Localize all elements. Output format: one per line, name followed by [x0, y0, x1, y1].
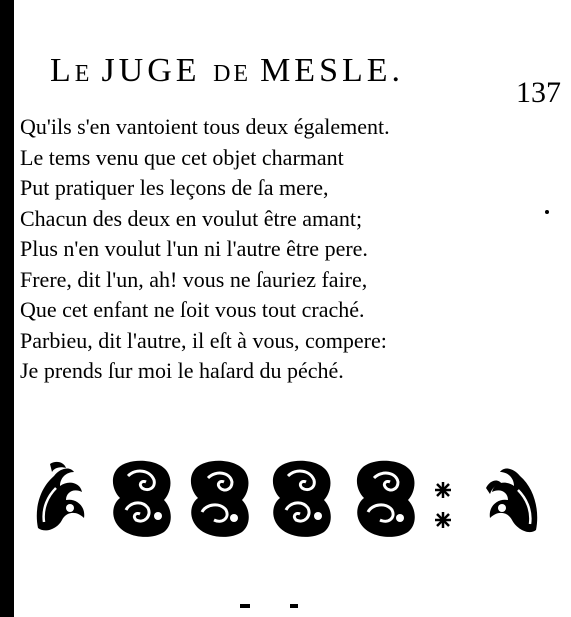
verse-line: Chacun des deux en voulut être amant; — [20, 205, 363, 231]
next-page-fragment — [290, 604, 298, 608]
title-part-le: E — [74, 61, 102, 87]
fleuron-scroll-icon — [268, 458, 336, 538]
verse-line: Frere, dit l'un, ah! vous ne ſauriez faire, — [20, 266, 368, 292]
next-page-fragment — [240, 604, 250, 608]
verse-line: Que cet enfant ne ſoit vous tout craché. — [20, 297, 365, 322]
verse-line: Qu'ils s'en vantoient tous deux également. — [20, 114, 390, 139]
running-head — [50, 52, 490, 102]
verse-line: Put pratiquer les leçons de ſa mere, — [20, 175, 329, 200]
title-part-l: L — [50, 52, 75, 89]
verse-line: Le tems venu que cet objet charmant — [20, 144, 344, 170]
ink-speck — [545, 210, 549, 214]
verse-block — [20, 112, 560, 387]
verse-line: Je prends ſur moi le haſard du péché. — [20, 358, 344, 383]
page-edge-shadow — [0, 0, 14, 617]
asterisk-pair-icon — [428, 458, 458, 538]
title-part-juge: JUGE — [101, 52, 214, 89]
fleuron-band — [30, 458, 560, 558]
title-part-de: DE — [213, 61, 261, 87]
fleuron-scroll-icon — [352, 458, 420, 538]
fleuron-leaf-right-icon — [478, 458, 544, 538]
verse-line: Parbieu, dit l'autre, il eſt à vous, compere: — [20, 327, 387, 353]
fleuron-leaf-left-icon — [30, 458, 92, 536]
title-part-mesle: MESLE. — [260, 52, 405, 89]
fleuron-scroll-icon — [186, 458, 254, 538]
verse-line: Plus n'en voulut l'un ni l'autre être pere. — [20, 236, 368, 261]
fleuron-scroll-icon — [108, 458, 176, 538]
page-number: 137 — [516, 76, 561, 109]
